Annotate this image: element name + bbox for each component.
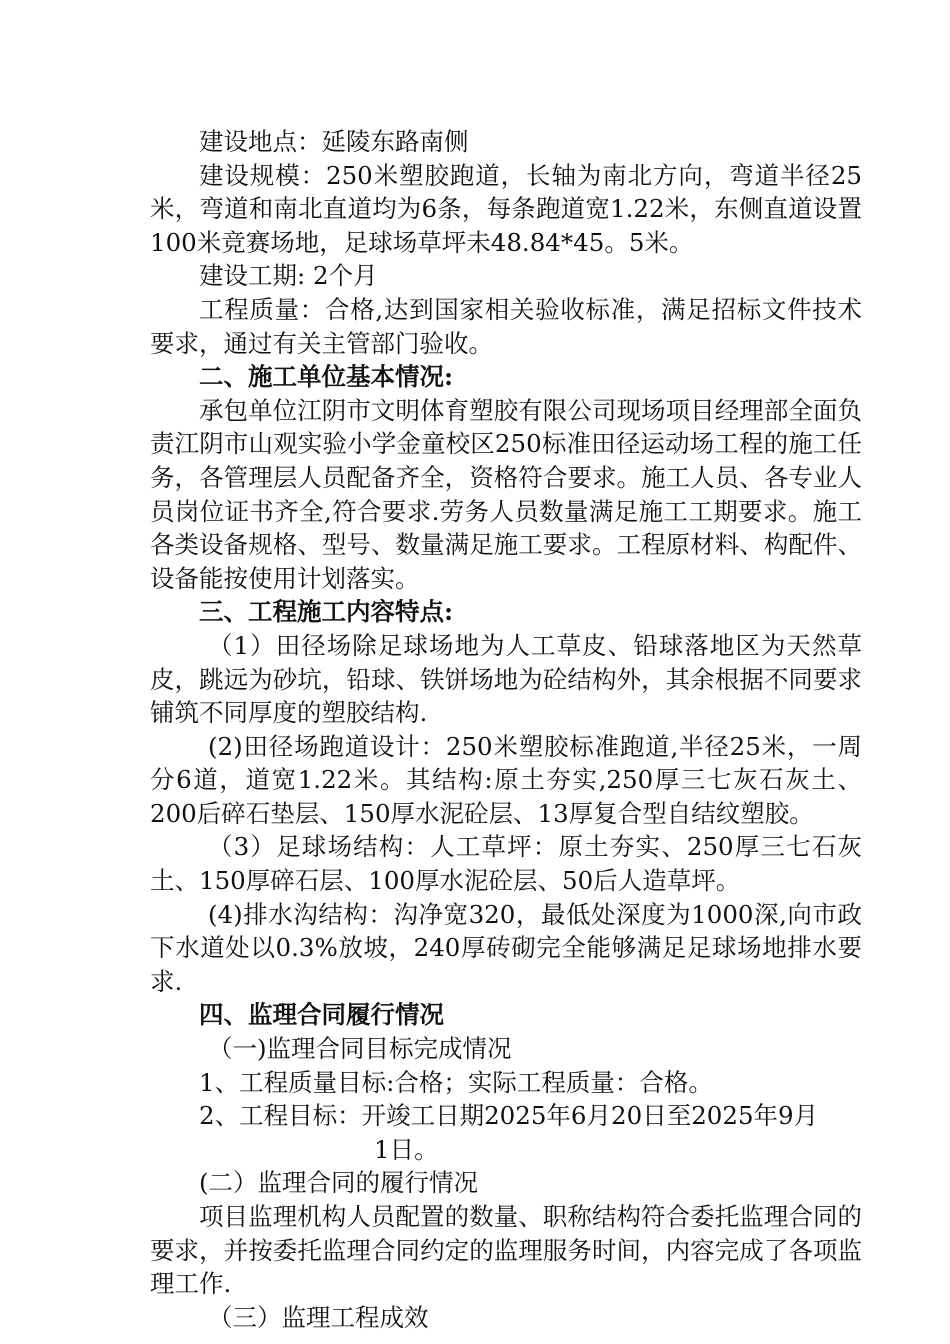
subsection-2-title: (二）监理合同的履行情况 — [199, 1168, 479, 1198]
document-body — [150, 125, 862, 1334]
item-4-drainage: (4)排水沟结构：沟净宽320，最低处深度为1000深,向市政下水道处以0.3%放坡，240厚砖砌完全能够满足足球场地排水要求. — [150, 899, 862, 996]
item-2-track-design: (2)田径场跑道设计：250米塑胶标准跑道,半径25米，一周分6道，道宽1.22米。其结构:原土夯实,250厚三七灰石灰土、200后碎石垫层、150厚水泥砼层、13厚复合型自结纹塑胶。 — [150, 731, 862, 828]
quality-target: 1、工程质量目标:合格；实际工程质量：合格。 — [199, 1067, 713, 1097]
schedule-target: 2、工程目标：开竣工日期2025年6月20日至2025年9月 — [199, 1101, 819, 1131]
subsection-1-title: （一)监理合同目标完成情况 — [208, 1034, 512, 1064]
section-heading-3: 三、工程施工内容特点: — [199, 597, 454, 627]
section-heading-4: 四、监理合同履行情况 — [199, 1000, 444, 1030]
contractor-paragraph: 承包单位江阴市文明体育塑胶有限公司现场项目经理部全面负责江阴市山观实验小学金童校区250标准田径运动场工程的施工任务，各管理层人员配备齐全，资格符合要求。施工人员、各专业人员岗位证书齐全,符合要求.劳务人员数量满足施工工期要求。施工各类设备规格、型号、数量满足施工要求。工程原材料、构配件、设备能按使用计划落实。 — [150, 395, 862, 593]
item-3-football-field: （3）足球场结构：人工草坪：原土夯实、250厚三七石灰土、150厚碎石层、100厚水泥砼层、50后人造草坪。 — [150, 832, 862, 896]
construction-scale: 建设规模：250米塑胶跑道，长轴为南北方向，弯道半径25米，弯道和南北直道均为6条，每条跑道宽1.22米，东侧直道设置100米竞赛场地，足球场草坪未48.84*45。5米。 — [150, 160, 862, 257]
subsection-3-title: （三）监理工程成效 — [208, 1302, 429, 1332]
supervision-performance: 项目监理机构人员配置的数量、职称结构符合委托监理合同的要求，并按委托监理合同约定的监理服务时间，内容完成了各项监理工作. — [150, 1202, 862, 1299]
schedule-target-continued: 1日。 — [374, 1134, 439, 1164]
item-1-field-description: （1）田径场除足球场地为人工草皮、铅球落地区为天然草皮，跳远为砂坑，铅球、铁饼场地为砼结构外，其余根据不同要求铺筑不同厚度的塑胶结构. — [150, 630, 862, 728]
construction-location: 建设地点：延陵东路南侧 — [199, 127, 469, 156]
project-quality: 工程质量：合格,达到国家相关验收标准，满足招标文件技术要求，通过有关主管部门验收。 — [150, 294, 862, 358]
construction-period: 建设工期: 2个月 — [199, 261, 378, 291]
section-heading-2: 二、施工单位基本情况: — [199, 362, 454, 392]
